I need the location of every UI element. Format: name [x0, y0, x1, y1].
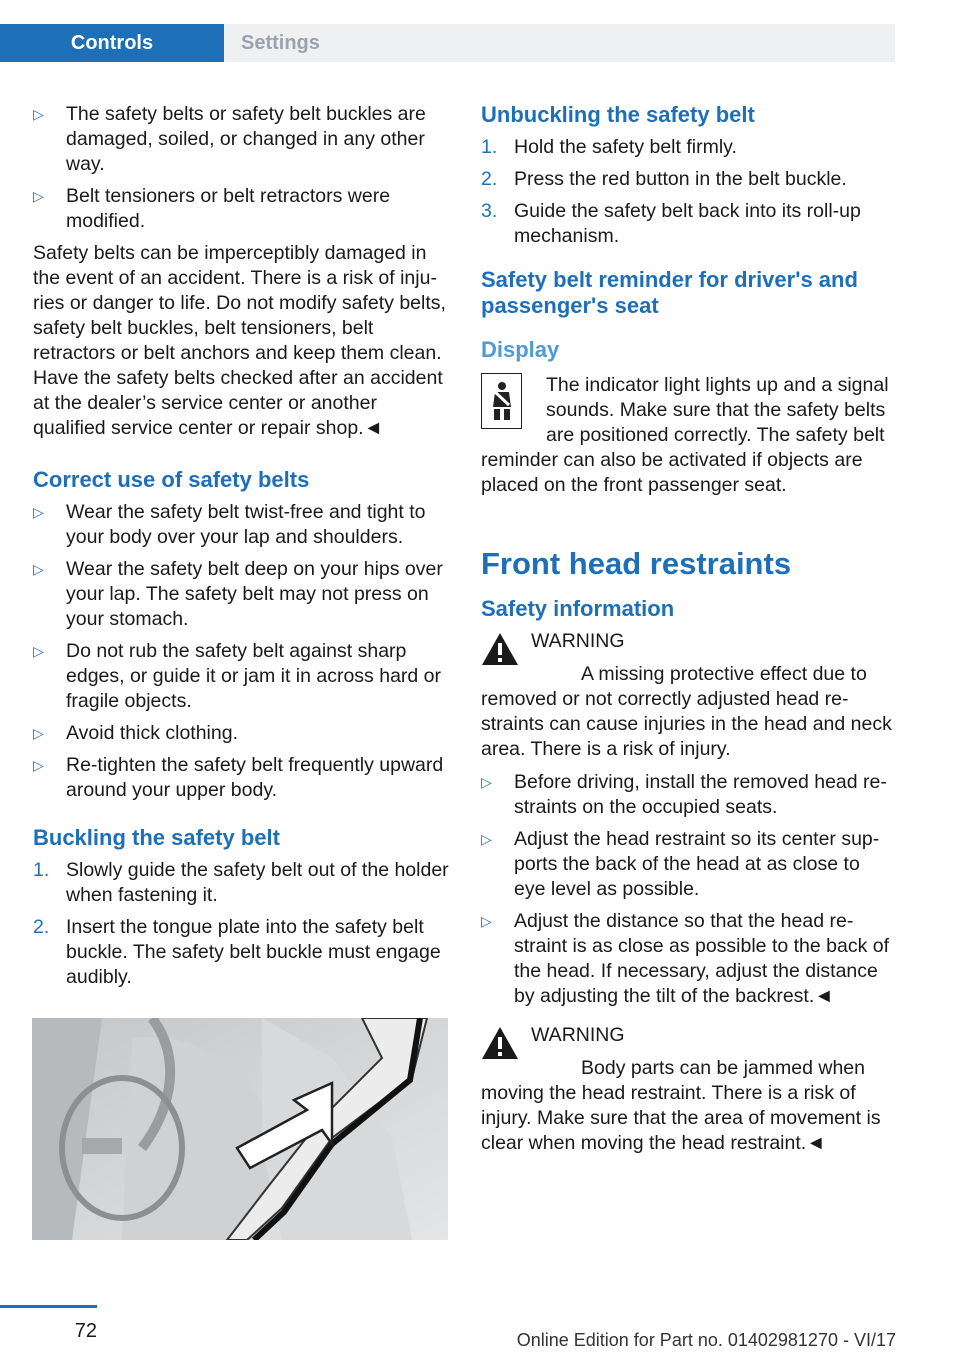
heading-unbuckling: Unbuckling the safety belt [481, 102, 755, 127]
list-item: 1. Slowly guide the safety belt out of the holder when fastening it. [33, 859, 449, 906]
heading-display: Display [481, 337, 560, 362]
damage-paragraph: Safety belts can be imperceptibly damaged in the event of an accident. There is a risk of injuries or danger to life. Do not modify safety belts, safety belt buckles, belt tensioners, belt retractors or belt anchors and keep them clean. Have the safety belts checked after an accident at the dealer’s service center or another qualified service center or repair shop.◄ [33, 242, 446, 439]
seatbelt-indicator-icon [481, 373, 522, 429]
warning-label: WARNING [531, 630, 625, 652]
heading-safety-information: Safety information [481, 596, 675, 621]
list-item: ▷ Adjust the distance so that the head restraint is as close as possible to the back of the head. If necessary, adjust the distance by adjusting the tilt of the backrest.◄ [481, 910, 890, 1007]
heading-correct-use: Correct use of safety belts [33, 467, 310, 492]
list-item: 3. Guide the safety belt back into its roll-up mechanism. [481, 200, 861, 247]
triangle-bullet-icon: ▷ [481, 831, 492, 847]
tab-settings[interactable]: Settings [224, 24, 895, 62]
warning-label: WARNING [531, 1024, 625, 1046]
display-section [481, 373, 896, 498]
footer-rule [0, 1305, 97, 1308]
warning-icon [481, 632, 519, 666]
seat-belt-illustration [32, 1018, 448, 1240]
triangle-bullet-icon: ▷ [33, 106, 44, 122]
page-number: 72 [74, 1320, 97, 1342]
tab-controls[interactable]: Controls [0, 24, 224, 62]
damage-conditions-list [33, 102, 449, 234]
list-item: ▷ Re-tighten the safety belt frequently upward around your upper body. [33, 754, 444, 801]
list-item: ▷ Avoid thick clothing. [33, 722, 238, 744]
correct-use-list [33, 500, 449, 803]
heading-buckling: Buckling the safety belt [33, 825, 280, 850]
list-item: ▷ Adjust the head restraint so its center supports the back of the head at as close to eye level as possible. [481, 828, 880, 900]
warning-text: Body parts can be jammed when moving the head restraint. There is a risk of injury. Make sure that the area of movement is clear when moving the head restraint.◄ [481, 1057, 881, 1154]
right-column [481, 102, 896, 1164]
triangle-bullet-icon: ▷ [33, 561, 44, 577]
heading-belt-reminder: Safety belt reminder for driver's and passenger's seat [481, 267, 858, 318]
heading-front-head-restraints: Front head restraints [481, 546, 792, 581]
warning-missing-protection [481, 629, 896, 762]
list-item: ▷ Wear the safety belt twist-free and tight to your body over your lap and shoulders. [33, 501, 426, 548]
triangle-bullet-icon: ▷ [33, 725, 44, 741]
belt-photo [32, 1018, 448, 1240]
triangle-bullet-icon: ▷ [33, 188, 44, 204]
warning-icon [481, 1026, 519, 1060]
left-column [33, 102, 449, 997]
triangle-bullet-icon: ▷ [33, 757, 44, 773]
unbuckling-steps [481, 135, 896, 249]
triangle-bullet-icon: ▷ [33, 504, 44, 520]
triangle-bullet-icon: ▷ [481, 913, 492, 929]
list-item: ▷ The safety belts or safety belt buckles are damaged, soiled, or changed in any other way. [33, 103, 426, 175]
triangle-bullet-icon: ▷ [481, 774, 492, 790]
list-item: 2. Press the red button in the belt buckle. [481, 168, 847, 190]
warning-jamming [481, 1023, 896, 1156]
page-header [0, 0, 895, 62]
list-item: ▷ Do not rub the safety belt against sharp edges, or guide it or jam it in across hard or fragile objects. [33, 640, 442, 712]
triangle-bullet-icon: ▷ [33, 643, 44, 659]
head-restraint-list [481, 770, 896, 1009]
list-item: ▷ Wear the safety belt deep on your hips over your lap. The safety belt may not press on your stomach. [33, 558, 443, 630]
buckling-steps [33, 858, 449, 990]
list-item: 1. Hold the safety belt firmly. [481, 136, 737, 158]
warning-text: A missing protective effect due to removed or not correctly adjusted head restraints can cause injuries in the head and neck area. There is a risk of injury. [481, 663, 892, 760]
edition-note: Online Edition for Part no. 01402981270 - VI/17 [516, 1330, 896, 1350]
list-item: ▷ Belt tensioners or belt retractors were modified. [33, 185, 391, 232]
display-text: The indicator light lights up and a signal sounds. Make sure that the safety belts are positioned correctly. The safety belt reminder can also be activated if objects are placed on the front passenger seat. [481, 374, 889, 496]
list-item: 2. Insert the tongue plate into the safety belt buckle. The safety belt buckle must engage audibly. [33, 916, 441, 988]
list-item: ▷ Before driving, install the removed head restraints on the occupied seats. [481, 771, 887, 818]
